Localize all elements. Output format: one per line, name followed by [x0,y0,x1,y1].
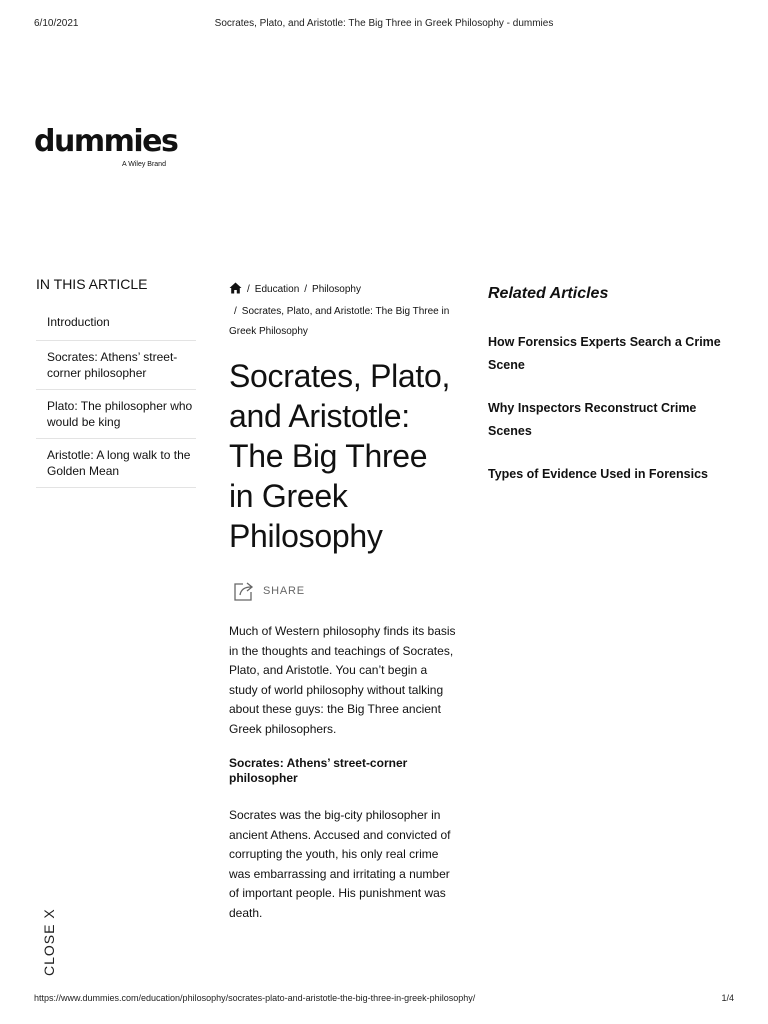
breadcrumb-current: Socrates, Plato, and Aristotle: The Big Three in Greek Philosophy [229,306,450,337]
logo-brand-tagline: A Wiley Brand [122,161,166,168]
related-article-link[interactable] [488,463,728,486]
article-title: Socrates, Plato, and Aristotle: The Big Three in Greek Philosophy [229,358,451,554]
related-article-link[interactable] [488,397,728,443]
section-heading-socrates: Socrates: Athens’ street-corner philosopher [229,756,408,785]
toc-item-aristotle[interactable]: Aristotle: A long walk to the Golden Mean [36,439,196,488]
related-article-title[interactable]: Why Inspectors Reconstruct Crime Scenes [488,401,697,438]
toc-list [36,304,196,488]
breadcrumb-philosophy[interactable]: Philosophy [312,284,361,295]
article-intro-paragraph: Much of Western philosophy finds its basis in the thoughts and teachings of Socrates, Plato, and Aristotle. You can’t begin a study of world philosophy without talking about these guys: the Big Three ancient Greek philosophers. [229,624,456,736]
in-this-article-nav [36,276,196,488]
home-icon[interactable] [229,282,242,302]
share-label: SHARE [263,585,305,597]
dummies-logo[interactable] [34,124,184,168]
print-date: 6/10/2021 [34,18,79,29]
toc-item-socrates[interactable]: Socrates: Athens’ street-corner philosopher [36,341,196,390]
toc-item-introduction[interactable]: Introduction [36,304,196,341]
share-icon [233,580,255,602]
breadcrumb: / Education / Philosophy / Socrates, Plato, and Aristotle: The Big Three in Greek Philosophy [229,284,450,337]
close-button[interactable]: CLOSE X [41,908,57,976]
logo-wordmark: dummies [34,124,178,159]
socrates-paragraph: Socrates was the big-city philosopher in ancient Athens. Accused and convicted of corrupting the youth, his only real crime was embarrassing and irritating a number of important people. His punishment was death. [229,808,451,920]
print-page-number: 1/4 [721,993,734,1003]
share-button[interactable] [233,580,457,602]
breadcrumb-education[interactable]: Education [254,284,300,295]
print-header [0,18,768,32]
related-article-title[interactable]: How Forensics Experts Search a Crime Scene [488,335,721,372]
toc-item-plato[interactable]: Plato: The philosopher who would be king [36,390,196,439]
toc-title: IN THIS ARTICLE [36,276,148,292]
related-list [488,331,728,486]
related-articles-title: Related Articles [488,285,609,302]
print-url: https://www.dummies.com/education/philosophy/socrates-plato-and-aristotle-the-big-three-in-greek-philosophy/ [34,993,476,1003]
related-article-link[interactable] [488,331,728,377]
related-article-title[interactable]: Types of Evidence Used in Forensics [488,467,708,481]
print-document-title: Socrates, Plato, and Aristotle: The Big Three in Greek Philosophy - dummies [214,18,554,29]
article [229,280,457,923]
related-articles [488,283,728,506]
